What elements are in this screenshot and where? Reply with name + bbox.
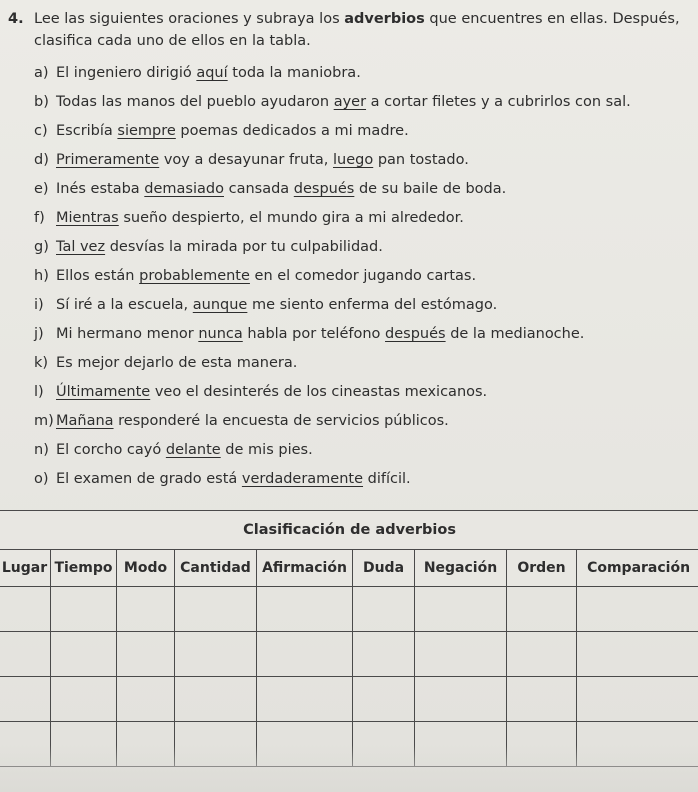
column-header: Orden <box>507 550 577 587</box>
answer-cell[interactable] <box>353 632 415 677</box>
table-row <box>0 677 698 722</box>
sentence-item <box>34 207 464 229</box>
sentence-text: Escribía <box>56 123 118 139</box>
sentence-text: Ellos están <box>56 268 140 284</box>
underlined-adverb: verdaderamente <box>241 471 364 487</box>
sentence-text: desvías la mirada por tu culpabilidad. <box>105 239 383 255</box>
sentence-text: de su baile de boda. <box>354 181 507 197</box>
answer-cell[interactable] <box>415 632 507 677</box>
sentence-text: responderé la encuesta de servicios públicos. <box>113 413 449 429</box>
underlined-adverb: Mañana <box>56 413 114 429</box>
answer-cell[interactable] <box>353 587 415 632</box>
instruction-text: Lee las siguientes oraciones y subraya los adverbios que encuentres en ellas. Después, clasifica cada uno de ellos en la tabla. <box>34 11 680 49</box>
sentence-item <box>34 265 476 287</box>
sentence-text: difícil. <box>363 471 411 487</box>
answer-cell[interactable] <box>0 677 51 722</box>
answer-cell[interactable] <box>415 677 507 722</box>
answer-cell[interactable] <box>577 587 698 632</box>
sentence-letter: e) <box>34 181 49 197</box>
exercise-instruction <box>8 8 692 52</box>
answer-cell[interactable] <box>415 722 507 767</box>
exercise-number: 4. <box>8 11 24 27</box>
underlined-adverb: Últimamente <box>56 384 151 400</box>
answer-cell[interactable] <box>117 587 175 632</box>
answer-cell[interactable] <box>257 722 353 767</box>
table-row <box>0 632 698 677</box>
underlined-adverb: probablemente <box>139 268 250 284</box>
table-row <box>0 722 698 767</box>
underlined-adverb: Tal vez <box>56 239 106 255</box>
answer-cell[interactable] <box>175 632 257 677</box>
sentence-text: en el comedor jugando cartas. <box>249 268 477 284</box>
sentence-text: poemas dedicados a mi madre. <box>175 123 409 139</box>
sentence-letter: m) <box>34 413 54 429</box>
sentence-text: Inés estaba <box>56 181 145 197</box>
answer-cell[interactable] <box>117 632 175 677</box>
instruction-bold-word: adverbios <box>344 11 425 27</box>
table-body <box>0 587 698 767</box>
sentence-text: de la medianoche. <box>445 326 585 342</box>
column-header: Negación <box>415 550 507 587</box>
table-row <box>0 587 698 632</box>
underlined-adverb: demasiado <box>144 181 224 197</box>
sentence-item <box>34 294 497 316</box>
answer-cell[interactable] <box>507 677 577 722</box>
underlined-adverb: aquí <box>196 65 228 81</box>
sentence-text: me siento enferma del estómago. <box>247 297 498 313</box>
sentence-text: cansada <box>223 181 294 197</box>
answer-cell[interactable] <box>257 677 353 722</box>
sentence-letter: b) <box>34 94 49 110</box>
adverb-classification-table <box>0 510 698 767</box>
sentence-text: a cortar filetes y a cubrirlos con sal. <box>366 94 631 110</box>
column-header: Duda <box>353 550 415 587</box>
sentence-letter: l) <box>34 384 44 400</box>
sentence-letter: c) <box>34 123 48 139</box>
underlined-adverb: aunque <box>192 297 248 313</box>
sentence-item <box>34 120 409 142</box>
underlined-adverb: luego <box>333 152 374 168</box>
sentence-item <box>34 352 297 374</box>
answer-cell[interactable] <box>507 632 577 677</box>
answer-cell[interactable] <box>415 587 507 632</box>
answer-cell[interactable] <box>0 632 51 677</box>
sentence-text: El examen de grado está <box>56 471 242 487</box>
answer-cell[interactable] <box>117 677 175 722</box>
sentence-item <box>34 439 313 461</box>
sentence-letter: a) <box>34 65 49 81</box>
sentence-item <box>34 410 449 432</box>
column-header: Tiempo <box>51 550 117 587</box>
sentence-item <box>34 91 631 113</box>
sentence-item <box>34 149 469 171</box>
column-header: Lugar <box>0 550 51 587</box>
answer-cell[interactable] <box>175 677 257 722</box>
sentence-letter: h) <box>34 268 49 284</box>
sentence-text: El corcho cayó <box>56 442 166 458</box>
table-header-row <box>0 550 698 587</box>
table-title: Clasificación de adverbios <box>0 511 698 550</box>
answer-cell[interactable] <box>51 632 117 677</box>
underlined-adverb: Primeramente <box>56 152 160 168</box>
sentence-text: Sí iré a la escuela, <box>56 297 193 313</box>
sentence-item <box>34 236 383 258</box>
sentence-item <box>34 468 411 490</box>
sentence-item <box>34 323 584 345</box>
sentence-text: Todas las manos del pueblo ayudaron <box>56 94 334 110</box>
underlined-adverb: nunca <box>198 326 243 342</box>
column-header: Cantidad <box>175 550 257 587</box>
sentence-text: sueño despierto, el mundo gira a mi alrededor. <box>118 210 464 226</box>
column-header: Modo <box>117 550 175 587</box>
column-header: Afirmación <box>257 550 353 587</box>
column-header: Comparación <box>577 550 698 587</box>
answer-cell[interactable] <box>577 722 698 767</box>
answer-cell[interactable] <box>353 677 415 722</box>
answer-cell[interactable] <box>0 587 51 632</box>
sentence-text: toda la maniobra. <box>227 65 361 81</box>
underlined-adverb: después <box>293 181 355 197</box>
underlined-adverb: siempre <box>117 123 176 139</box>
sentence-text: Es mejor dejarlo de esta manera. <box>56 355 298 371</box>
sentence-letter: f) <box>34 210 45 226</box>
answer-cell[interactable] <box>0 722 51 767</box>
answer-cell[interactable] <box>175 722 257 767</box>
sentence-letter: d) <box>34 152 49 168</box>
answer-cell[interactable] <box>257 632 353 677</box>
underlined-adverb: después <box>385 326 446 342</box>
sentence-text: habla por teléfono <box>242 326 386 342</box>
sentence-letter: j) <box>34 326 44 342</box>
sentence-letter: g) <box>34 239 49 255</box>
underlined-adverb: Mientras <box>56 210 119 226</box>
answer-cell[interactable] <box>353 722 415 767</box>
sentence-text: veo el desinterés de los cineastas mexicanos. <box>150 384 488 400</box>
sentence-item <box>34 62 361 84</box>
sentence-text: pan tostado. <box>373 152 469 168</box>
sentence-letter: k) <box>34 355 49 371</box>
answer-cell[interactable] <box>507 587 577 632</box>
answer-cell[interactable] <box>51 722 117 767</box>
answer-cell[interactable] <box>577 632 698 677</box>
sentence-text: Mi hermano menor <box>56 326 199 342</box>
answer-cell[interactable] <box>257 587 353 632</box>
answer-cell[interactable] <box>577 677 698 722</box>
sentence-text: El ingeniero dirigió <box>56 65 197 81</box>
answer-cell[interactable] <box>51 677 117 722</box>
answer-cell[interactable] <box>175 587 257 632</box>
sentence-item <box>34 381 487 403</box>
underlined-adverb: delante <box>165 442 221 458</box>
answer-cell[interactable] <box>117 722 175 767</box>
sentence-text: voy a desayunar fruta, <box>159 152 333 168</box>
answer-cell[interactable] <box>51 587 117 632</box>
answer-cell[interactable] <box>507 722 577 767</box>
sentence-letter: o) <box>34 471 49 487</box>
underlined-adverb: ayer <box>333 94 367 110</box>
sentence-letter: i) <box>34 297 44 313</box>
sentence-text: de mis pies. <box>220 442 313 458</box>
sentence-item <box>34 178 506 200</box>
sentence-letter: n) <box>34 442 49 458</box>
